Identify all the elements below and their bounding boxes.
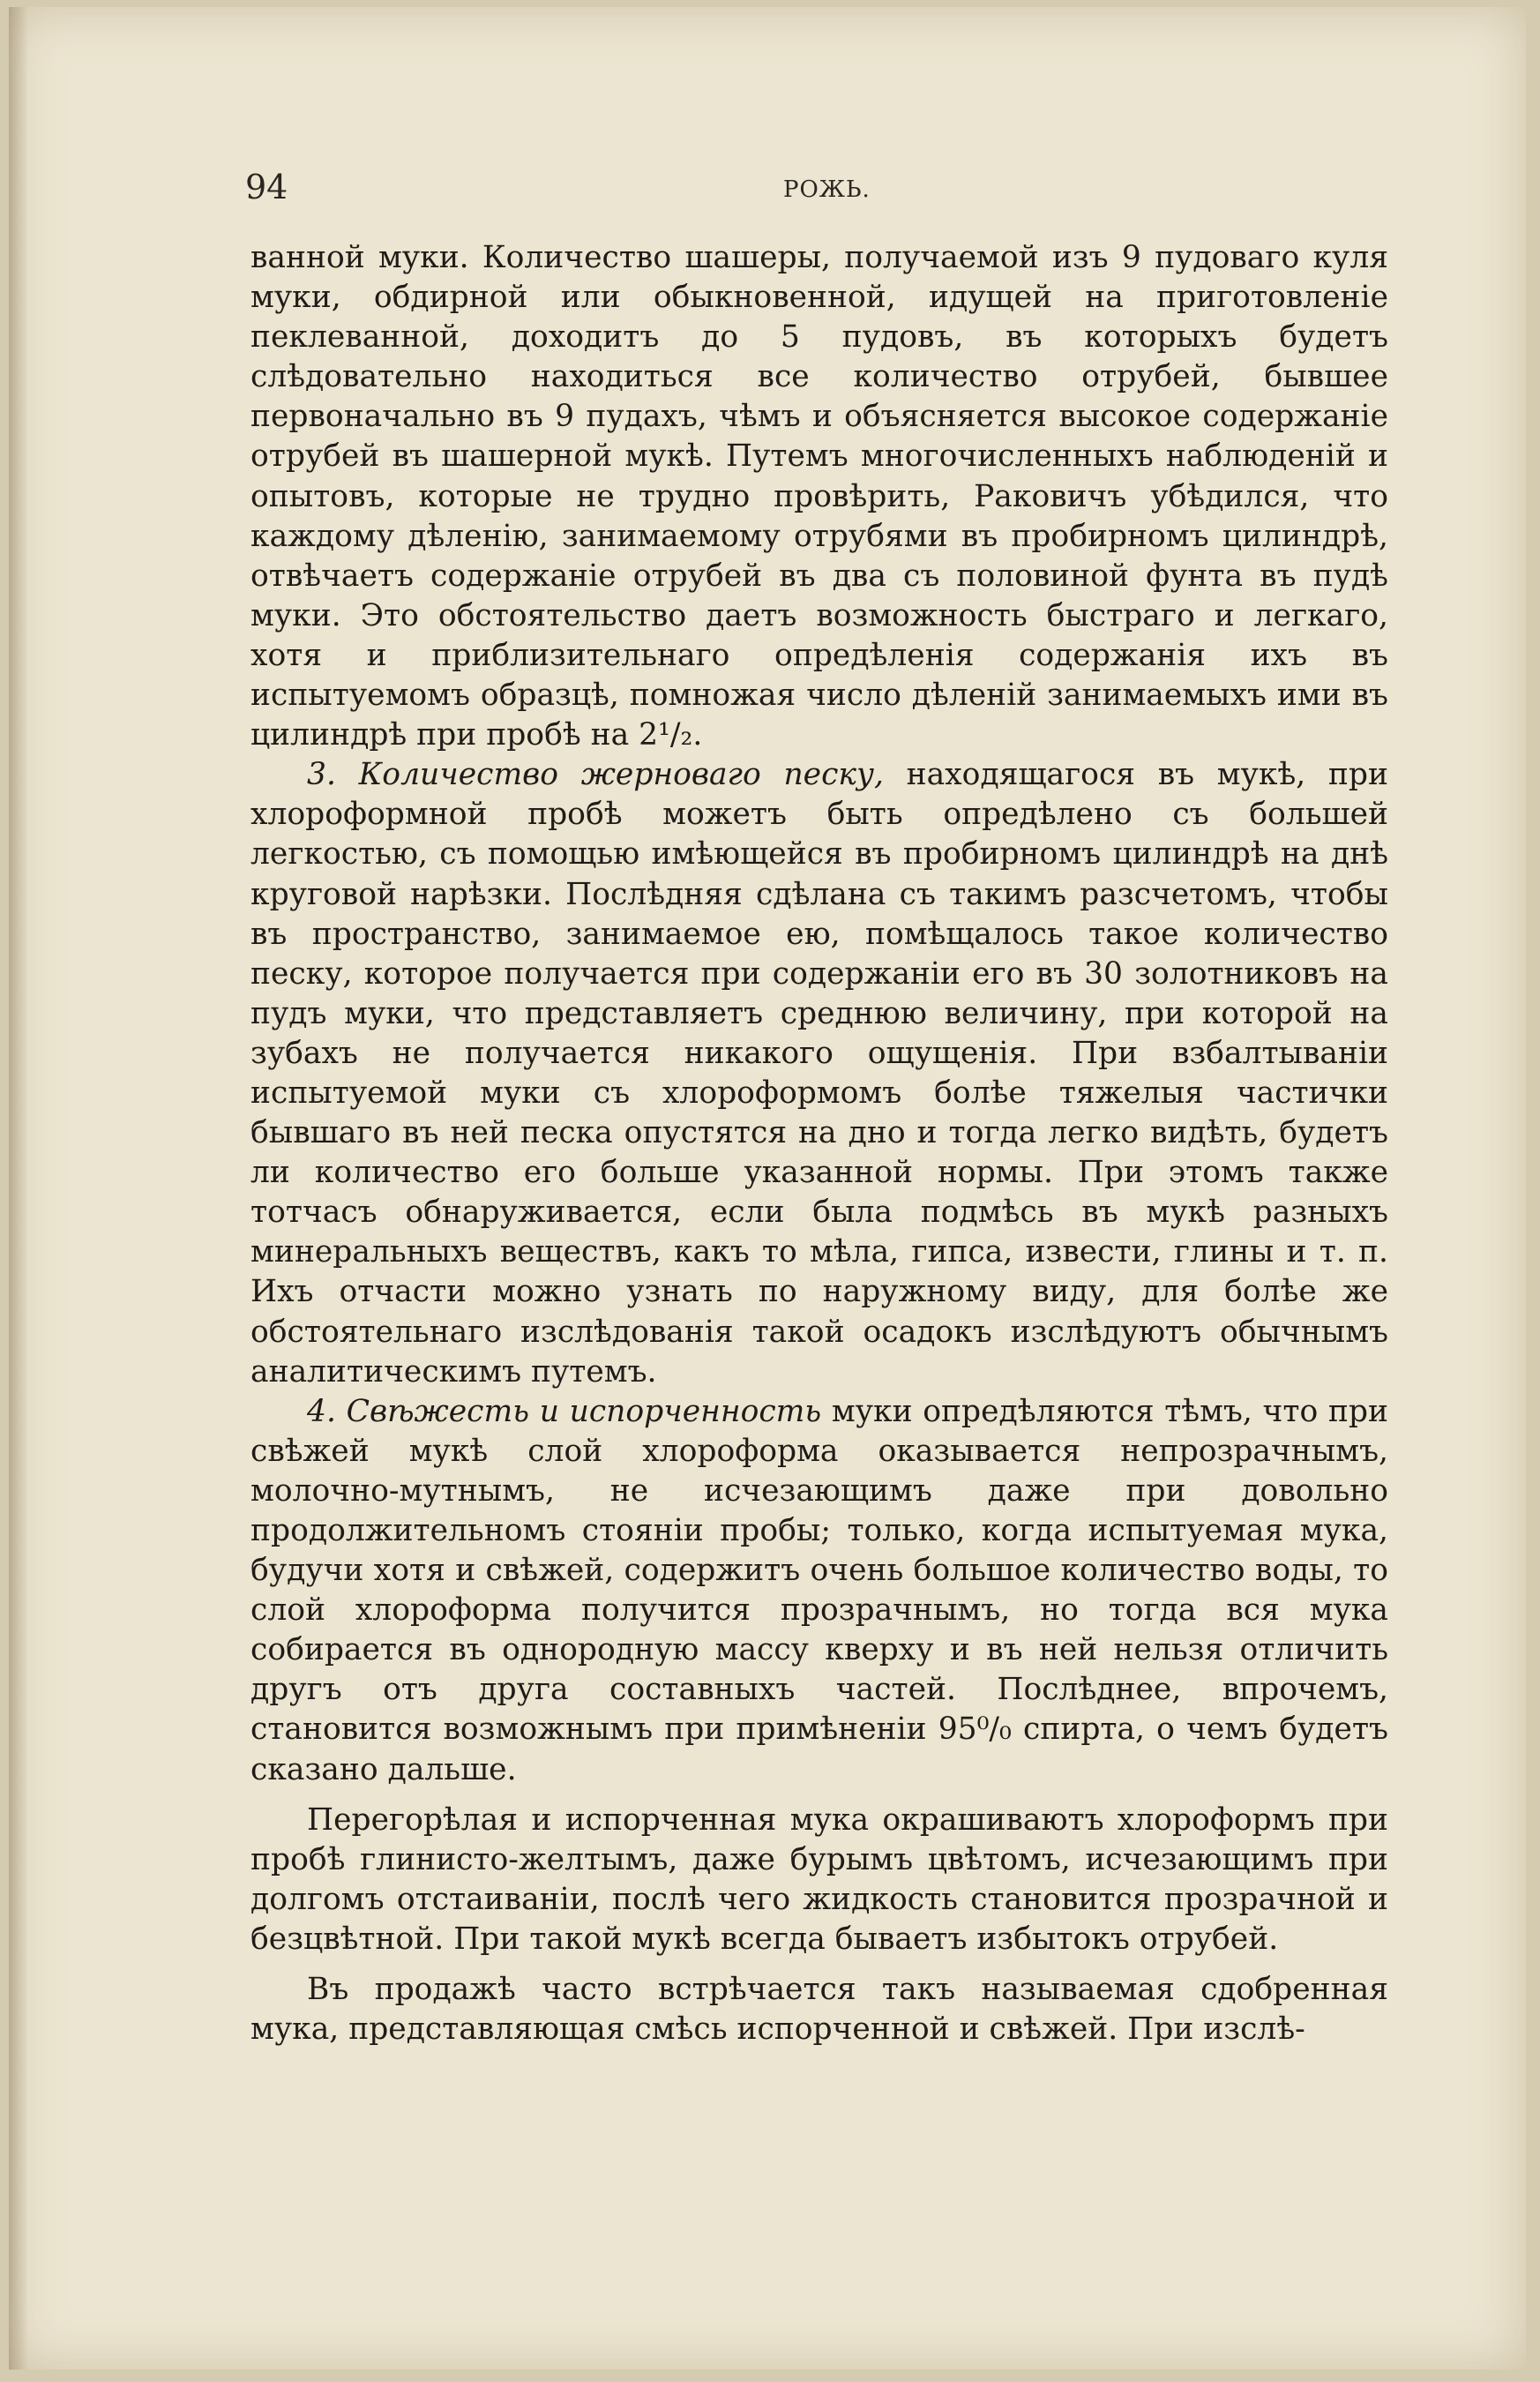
paragraph-sand-quantity xyxy=(250,755,1388,1392)
running-title: РОЖЬ. xyxy=(783,176,871,203)
body-text xyxy=(250,238,1388,2049)
page-number: 94 xyxy=(245,168,288,206)
paragraph-spoiled-flour: Перегорѣлая и испорченная мука окрашиваютъ хлороформъ при пробѣ глинисто-желтымъ, даже бурымъ цвѣтомъ, исчезающимъ при долгомъ отстаиваніи, послѣ чего жидкость становится прозрачной и безцвѣтной. При такой мукѣ всегда бываетъ избытокъ отрубей. xyxy=(250,1801,1388,1957)
section-heading-freshness: 4. Свѣжесть и испорченность xyxy=(307,1393,822,1429)
running-head xyxy=(245,157,1392,210)
paragraph-continued: ванной муки. Количество шашеры, получаемой изъ 9 пудоваго куля муки, обдирной или обыкновенной, идущей на приготовленіе пеклеванной, доходитъ до 5 пудовъ, въ которыхъ будетъ слѣдовательно находиться все количество отрубей, бывшее первоначально въ 9 пудахъ, чѣмъ и объясняется высокое содержаніе отрубей въ шашерной мукѣ. Путемъ многочисленныхъ наблюденій и опытовъ, которые не трудно провѣрить, Раковичъ убѣдился, что каждому дѣленію, занимаемому отрубями въ пробирномъ цилиндрѣ, отвѣчаетъ содержаніе отрубей въ два съ половиной фунта въ пудѣ муки. Это обстоятельство даетъ возможность быстраго и легкаго, хотя и приблизительнаго опредѣленія содержанія ихъ въ испытуемомъ образцѣ, помножая число дѣленій занимаемыхъ ими въ цилиндрѣ при пробѣ на 2¹/₂. xyxy=(250,240,1388,753)
paragraph-mixed-flour: Въ продажѣ часто встрѣчается такъ называемая сдобренная мука, представляющая смѣсь испорченной и свѣжей. При изслѣ- xyxy=(250,1972,1388,2048)
section-heading-sand: 3. Количество жерноваго песку, xyxy=(307,757,884,793)
paragraph-freshness xyxy=(250,1392,1388,1790)
paragraph-sand-text: находящагося въ мукѣ, при хлороформной пробѣ можетъ быть опредѣлено съ большей легкостью, съ помощью имѣющейся въ пробирномъ цилиндрѣ на днѣ круговой нарѣзки. Послѣдняя сдѣлана съ такимъ разсчетомъ, чтобы въ пространство, занимаемое ею, помѣщалось такое количество песку, которое получается при содержаніи его въ 30 золотниковъ на пудъ муки, что представляетъ среднюю величину, при которой на зубахъ не получается никакого ощущенія. При взбалтываніи испытуемой муки съ хлороформомъ болѣе тяжелыя частички бывшаго въ ней песка опустятся на дно и тогда легко видѣть, будетъ ли количество его больше указанной нормы. При этомъ также тотчасъ обнаруживается, если была подмѣсь въ мукѣ разныхъ минеральныхъ веществъ, какъ то мѣла, гипса, извести, глины и т. п. Ихъ отчасти можно узнать по наружному виду, для болѣе же обстоятельнаго изслѣдованія такой осадокъ изслѣдуютъ обычнымъ аналитическимъ путемъ. xyxy=(250,757,1388,1390)
paragraph-freshness-text: муки опредѣляются тѣмъ, что при свѣжей мукѣ слой хлороформа оказывается непрозрачнымъ, молочно-мутнымъ, не исчезающимъ даже при довольно продолжительномъ стояніи пробы; только, когда испытуемая мука, будучи хотя и свѣжей, содержитъ очень большое количество воды, то слой хлороформа получится прозрачнымъ, но тогда вся мука собирается въ однородную массу кверху и въ ней нельзя отличить другъ отъ друга составныхъ частей. Послѣднее, впрочемъ, становится возможнымъ при примѣненіи 95⁰/₀ спирта, о чемъ будетъ сказано дальше. xyxy=(250,1393,1388,1787)
book-page xyxy=(9,7,1526,2370)
